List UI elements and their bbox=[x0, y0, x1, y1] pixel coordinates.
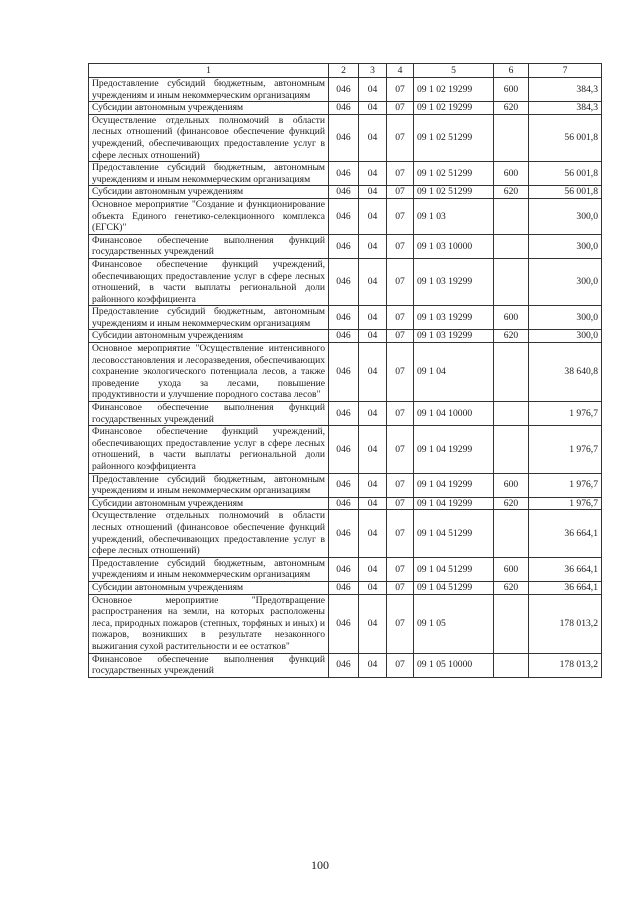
target-article-cell: 09 1 02 51299 bbox=[414, 162, 494, 186]
section-cell: 04 bbox=[359, 114, 387, 161]
table-row bbox=[89, 102, 602, 115]
row-name-cell: Предоставление субсидий бюджетным, автономным учреждениям и иным некоммерческим организациям bbox=[89, 78, 329, 102]
row-name-cell: Основное мероприятие "Осуществление интенсивного лесовосстановления и лесоразведения, обеспечивающих сохранение экологического потенциала лесов, а также проведение ухода за лесами, повышение продуктивности и улучшение породного состава лесов" bbox=[89, 343, 329, 402]
amount-cell: 178 013,2 bbox=[529, 594, 602, 653]
row-name-cell: Субсидии автономным учреждениям bbox=[89, 330, 329, 343]
subsection-cell: 07 bbox=[387, 402, 414, 426]
expense-type-cell bbox=[494, 426, 529, 473]
ministry-code-cell: 046 bbox=[329, 473, 359, 497]
row-name-cell: Финансовое обеспечение функций учреждений, обеспечивающих предоставление услуг в сфере лесных отношений, в части выплаты региональной доли районного коэффициента bbox=[89, 258, 329, 305]
target-article-cell: 09 1 02 19299 bbox=[414, 78, 494, 102]
table-row bbox=[89, 114, 602, 161]
subsection-cell: 07 bbox=[387, 473, 414, 497]
expense-type-cell bbox=[494, 594, 529, 653]
ministry-code-cell: 046 bbox=[329, 330, 359, 343]
ministry-code-cell: 046 bbox=[329, 426, 359, 473]
amount-cell: 300,0 bbox=[529, 258, 602, 305]
subsection-cell: 07 bbox=[387, 594, 414, 653]
subsection-cell: 07 bbox=[387, 581, 414, 594]
amount-cell: 300,0 bbox=[529, 198, 602, 234]
ministry-code-cell: 046 bbox=[329, 114, 359, 161]
column-header: 7 bbox=[529, 64, 602, 78]
target-article-cell: 09 1 05 10000 bbox=[414, 653, 494, 677]
table-row bbox=[89, 557, 602, 581]
section-cell: 04 bbox=[359, 594, 387, 653]
section-cell: 04 bbox=[359, 306, 387, 330]
expense-type-cell bbox=[494, 114, 529, 161]
ministry-code-cell: 046 bbox=[329, 402, 359, 426]
subsection-cell: 07 bbox=[387, 258, 414, 305]
expense-type-cell bbox=[494, 653, 529, 677]
expense-type-cell: 620 bbox=[494, 102, 529, 115]
ministry-code-cell: 046 bbox=[329, 557, 359, 581]
ministry-code-cell: 046 bbox=[329, 78, 359, 102]
amount-cell: 178 013,2 bbox=[529, 653, 602, 677]
target-article-cell: 09 1 02 51299 bbox=[414, 186, 494, 199]
table-row bbox=[89, 162, 602, 186]
amount-cell: 56 001,8 bbox=[529, 162, 602, 186]
table-row bbox=[89, 497, 602, 510]
section-cell: 04 bbox=[359, 186, 387, 199]
amount-cell: 36 664,1 bbox=[529, 581, 602, 594]
table-row bbox=[89, 234, 602, 258]
row-name-cell: Основное мероприятие "Создание и функционирование объекта Единого генетико-селекционного комплекса (ЕГСК)" bbox=[89, 198, 329, 234]
row-name-cell: Предоставление субсидий бюджетным, автономным учреждениям и иным некоммерческим организациям bbox=[89, 473, 329, 497]
row-name-cell: Субсидии автономным учреждениям bbox=[89, 581, 329, 594]
target-article-cell: 09 1 05 bbox=[414, 594, 494, 653]
column-header: 4 bbox=[387, 64, 414, 78]
row-name-cell: Основное мероприятие "Предотвращение распространения на земли, на которых расположены леса, природных пожаров (степных, торфяных и иных) и пожаров, возникших в результате незаконного выжигания сухой растительности и ее остатков" bbox=[89, 594, 329, 653]
expense-type-cell: 600 bbox=[494, 473, 529, 497]
subsection-cell: 07 bbox=[387, 557, 414, 581]
target-article-cell: 09 1 03 19299 bbox=[414, 258, 494, 305]
amount-cell: 1 976,7 bbox=[529, 402, 602, 426]
subsection-cell: 07 bbox=[387, 653, 414, 677]
target-article-cell: 09 1 04 bbox=[414, 343, 494, 402]
expense-type-cell bbox=[494, 510, 529, 557]
subsection-cell: 07 bbox=[387, 162, 414, 186]
row-name-cell: Предоставление субсидий бюджетным, автономным учреждениям и иным некоммерческим организациям bbox=[89, 306, 329, 330]
table-row bbox=[89, 198, 602, 234]
subsection-cell: 07 bbox=[387, 306, 414, 330]
page-number: 100 bbox=[311, 858, 329, 872]
table-row bbox=[89, 426, 602, 473]
amount-cell: 1 976,7 bbox=[529, 473, 602, 497]
expense-type-cell: 600 bbox=[494, 306, 529, 330]
table-body bbox=[89, 78, 602, 678]
column-header: 5 bbox=[414, 64, 494, 78]
expense-type-cell: 620 bbox=[494, 330, 529, 343]
ministry-code-cell: 046 bbox=[329, 306, 359, 330]
subsection-cell: 07 bbox=[387, 102, 414, 115]
amount-cell: 300,0 bbox=[529, 306, 602, 330]
ministry-code-cell: 046 bbox=[329, 343, 359, 402]
expense-type-cell bbox=[494, 258, 529, 305]
amount-cell: 300,0 bbox=[529, 234, 602, 258]
amount-cell: 56 001,8 bbox=[529, 114, 602, 161]
section-cell: 04 bbox=[359, 198, 387, 234]
amount-cell: 38 640,8 bbox=[529, 343, 602, 402]
table-row bbox=[89, 594, 602, 653]
amount-cell: 384,3 bbox=[529, 102, 602, 115]
amount-cell: 36 664,1 bbox=[529, 557, 602, 581]
target-article-cell: 09 1 04 51299 bbox=[414, 581, 494, 594]
column-header: 3 bbox=[359, 64, 387, 78]
ministry-code-cell: 046 bbox=[329, 234, 359, 258]
amount-cell: 56 001,8 bbox=[529, 186, 602, 199]
expense-type-cell: 600 bbox=[494, 78, 529, 102]
ministry-code-cell: 046 bbox=[329, 497, 359, 510]
expense-type-cell bbox=[494, 402, 529, 426]
table-row bbox=[89, 306, 602, 330]
ministry-code-cell: 046 bbox=[329, 581, 359, 594]
table-row bbox=[89, 473, 602, 497]
target-article-cell: 09 1 04 19299 bbox=[414, 497, 494, 510]
section-cell: 04 bbox=[359, 78, 387, 102]
expense-type-cell bbox=[494, 198, 529, 234]
section-cell: 04 bbox=[359, 343, 387, 402]
table-row bbox=[89, 402, 602, 426]
expense-type-cell: 620 bbox=[494, 497, 529, 510]
subsection-cell: 07 bbox=[387, 234, 414, 258]
subsection-cell: 07 bbox=[387, 78, 414, 102]
column-header: 2 bbox=[329, 64, 359, 78]
budget-table bbox=[88, 63, 602, 678]
section-cell: 04 bbox=[359, 162, 387, 186]
table-row bbox=[89, 258, 602, 305]
ministry-code-cell: 046 bbox=[329, 258, 359, 305]
target-article-cell: 09 1 03 bbox=[414, 198, 494, 234]
ministry-code-cell: 046 bbox=[329, 594, 359, 653]
amount-cell: 300,0 bbox=[529, 330, 602, 343]
amount-cell: 384,3 bbox=[529, 78, 602, 102]
row-name-cell: Финансовое обеспечение функций учреждений, обеспечивающих предоставление услуг в сфере лесных отношений, в части выплаты региональной доли районного коэффициента bbox=[89, 426, 329, 473]
subsection-cell: 07 bbox=[387, 426, 414, 473]
section-cell: 04 bbox=[359, 234, 387, 258]
table-row bbox=[89, 78, 602, 102]
expense-type-cell bbox=[494, 343, 529, 402]
row-name-cell: Предоставление субсидий бюджетным, автономным учреждениям и иным некоммерческим организациям bbox=[89, 162, 329, 186]
row-name-cell: Финансовое обеспечение выполнения функций государственных учреждений bbox=[89, 234, 329, 258]
row-name-cell: Предоставление субсидий бюджетным, автономным учреждениям и иным некоммерческим организациям bbox=[89, 557, 329, 581]
section-cell: 04 bbox=[359, 581, 387, 594]
subsection-cell: 07 bbox=[387, 497, 414, 510]
ministry-code-cell: 046 bbox=[329, 162, 359, 186]
subsection-cell: 07 bbox=[387, 343, 414, 402]
expense-type-cell: 620 bbox=[494, 581, 529, 594]
section-cell: 04 bbox=[359, 258, 387, 305]
row-name-cell: Субсидии автономным учреждениям bbox=[89, 186, 329, 199]
amount-cell: 1 976,7 bbox=[529, 426, 602, 473]
column-header: 6 bbox=[494, 64, 529, 78]
ministry-code-cell: 046 bbox=[329, 653, 359, 677]
ministry-code-cell: 046 bbox=[329, 186, 359, 199]
target-article-cell: 09 1 03 10000 bbox=[414, 234, 494, 258]
section-cell: 04 bbox=[359, 653, 387, 677]
row-name-cell: Финансовое обеспечение выполнения функций государственных учреждений bbox=[89, 653, 329, 677]
target-article-cell: 09 1 04 10000 bbox=[414, 402, 494, 426]
target-article-cell: 09 1 02 19299 bbox=[414, 102, 494, 115]
target-article-cell: 09 1 04 51299 bbox=[414, 557, 494, 581]
table-row bbox=[89, 186, 602, 199]
subsection-cell: 07 bbox=[387, 510, 414, 557]
ministry-code-cell: 046 bbox=[329, 510, 359, 557]
row-name-cell: Осуществление отдельных полномочий в области лесных отношений (финансовое обеспечение функций учреждений, обеспечивающих предоставление услуг в сфере лесных отношений) bbox=[89, 510, 329, 557]
row-name-cell: Субсидии автономным учреждениям bbox=[89, 102, 329, 115]
amount-cell: 1 976,7 bbox=[529, 497, 602, 510]
table-row bbox=[89, 330, 602, 343]
expense-type-cell: 600 bbox=[494, 162, 529, 186]
row-name-cell: Финансовое обеспечение выполнения функций государственных учреждений bbox=[89, 402, 329, 426]
row-name-cell: Субсидии автономным учреждениям bbox=[89, 497, 329, 510]
ministry-code-cell: 046 bbox=[329, 198, 359, 234]
table-row bbox=[89, 653, 602, 677]
section-cell: 04 bbox=[359, 497, 387, 510]
target-article-cell: 09 1 04 51299 bbox=[414, 510, 494, 557]
section-cell: 04 bbox=[359, 102, 387, 115]
target-article-cell: 09 1 03 19299 bbox=[414, 306, 494, 330]
section-cell: 04 bbox=[359, 402, 387, 426]
section-cell: 04 bbox=[359, 557, 387, 581]
target-article-cell: 09 1 03 19299 bbox=[414, 330, 494, 343]
subsection-cell: 07 bbox=[387, 330, 414, 343]
subsection-cell: 07 bbox=[387, 114, 414, 161]
target-article-cell: 09 1 02 51299 bbox=[414, 114, 494, 161]
section-cell: 04 bbox=[359, 330, 387, 343]
row-name-cell: Осуществление отдельных полномочий в области лесных отношений (финансовое обеспечение функций учреждений, обеспечивающих предоставление услуг в сфере лесных отношений) bbox=[89, 114, 329, 161]
subsection-cell: 07 bbox=[387, 198, 414, 234]
table-row bbox=[89, 510, 602, 557]
amount-cell: 36 664,1 bbox=[529, 510, 602, 557]
section-cell: 04 bbox=[359, 473, 387, 497]
section-cell: 04 bbox=[359, 510, 387, 557]
table-row bbox=[89, 581, 602, 594]
expense-type-cell bbox=[494, 234, 529, 258]
table-row bbox=[89, 343, 602, 402]
ministry-code-cell: 046 bbox=[329, 102, 359, 115]
section-cell: 04 bbox=[359, 426, 387, 473]
expense-type-cell: 600 bbox=[494, 557, 529, 581]
subsection-cell: 07 bbox=[387, 186, 414, 199]
target-article-cell: 09 1 04 19299 bbox=[414, 426, 494, 473]
expense-type-cell: 620 bbox=[494, 186, 529, 199]
column-header: 1 bbox=[89, 64, 329, 78]
table-header-row bbox=[89, 64, 602, 78]
target-article-cell: 09 1 04 19299 bbox=[414, 473, 494, 497]
